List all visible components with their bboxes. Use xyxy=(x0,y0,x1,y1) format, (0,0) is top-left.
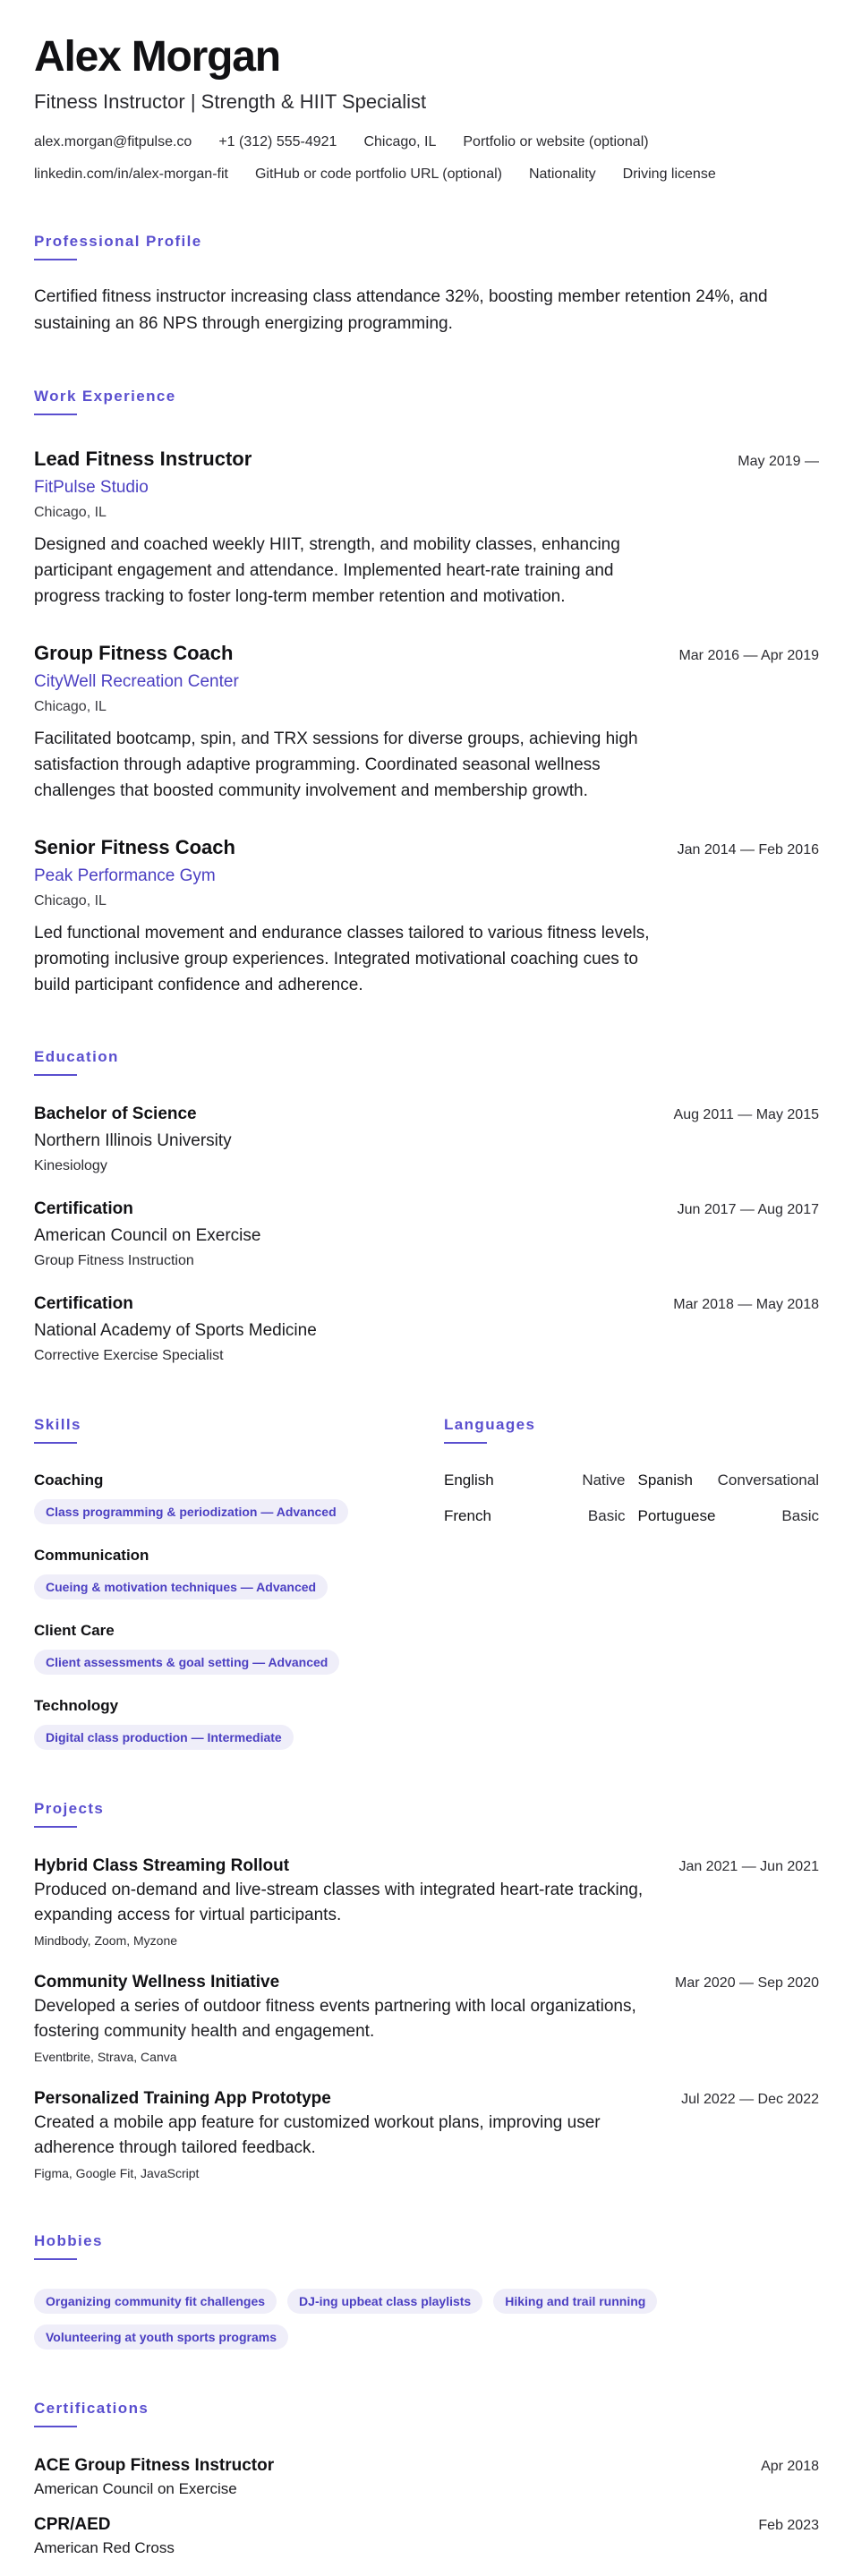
project-dates: Jul 2022 — Dec 2022 xyxy=(681,2092,819,2107)
contact-driving-license: Driving license xyxy=(622,166,716,182)
project-entry xyxy=(34,1971,819,2066)
language-level: Basic xyxy=(587,1507,626,1524)
section-heading: Work Experience xyxy=(34,388,176,405)
language-level: Basic xyxy=(781,1507,819,1524)
language-item xyxy=(638,1471,820,1490)
project-dates: Mar 2020 — Sep 2020 xyxy=(675,1975,819,1991)
job-company: CityWell Recreation Center xyxy=(34,672,239,691)
language-name: French xyxy=(444,1507,491,1524)
job-location: Chicago, IL xyxy=(34,505,107,520)
project-name: Community Wellness Initiative xyxy=(34,1973,280,1992)
education-field: Group Fitness Instruction xyxy=(34,1253,194,1268)
language-name: English xyxy=(444,1471,494,1488)
language-item xyxy=(444,1471,626,1490)
skill-group xyxy=(34,1696,444,1750)
job-description: Led functional movement and endurance classes tailored to various fitness levels, promoting inclusive group experiences. Integrated motivational coaching cues to build participant confidence and adherence. xyxy=(34,924,650,994)
contact-portfolio[interactable]: Portfolio or website (optional) xyxy=(463,134,649,149)
section-divider xyxy=(34,259,77,260)
job-title: Lead Fitness Instructor xyxy=(34,448,252,470)
experience-section xyxy=(34,388,819,998)
projects-section xyxy=(34,1800,819,2182)
section-heading: Projects xyxy=(34,1800,105,1817)
certification-date: Feb 2023 xyxy=(758,2518,819,2533)
certifications-section xyxy=(34,2400,819,2558)
hobby-chip: Organizing community fit challenges xyxy=(34,2289,277,2314)
hobby-chip: Volunteering at youth sports programs xyxy=(34,2324,288,2350)
language-item xyxy=(638,1506,820,1526)
section-heading: Hobbies xyxy=(34,2232,103,2249)
resume-header xyxy=(34,32,819,183)
education-school: Northern Illinois University xyxy=(34,1131,232,1150)
skill-group-name: Technology xyxy=(34,1697,119,1714)
project-description: Created a mobile app feature for customized workout plans, improving user adherence through tailored feedback. xyxy=(34,2113,601,2157)
certification-entry xyxy=(34,2513,819,2558)
skill-chip: Digital class production — Intermediate xyxy=(34,1725,294,1750)
job-entry xyxy=(34,834,819,998)
section-heading: Certifications xyxy=(34,2400,149,2417)
project-name: Personalized Training App Prototype xyxy=(34,2089,331,2108)
candidate-title: Fitness Instructor | Strength & HIIT Specialist xyxy=(34,90,427,113)
skill-group xyxy=(34,1471,444,1524)
project-description: Developed a series of outdoor fitness events partnering with local organizations, fostering community health and engagement. xyxy=(34,1997,636,2041)
education-entry xyxy=(34,1292,819,1366)
contact-list xyxy=(34,134,822,183)
section-divider xyxy=(34,2426,77,2427)
skills-section xyxy=(34,1416,444,1750)
section-heading: Professional Profile xyxy=(34,233,202,250)
education-entry xyxy=(34,1198,819,1271)
education-dates: Aug 2011 — May 2015 xyxy=(673,1107,819,1122)
certification-entry xyxy=(34,2454,819,2499)
project-tech: Figma, Google Fit, JavaScript xyxy=(34,2166,200,2180)
profile-summary: Certified fitness instructor increasing class attendance 32%, boosting member retention 24%, and sustaining an 86 NPS through energizing programming. xyxy=(34,287,768,333)
job-company: FitPulse Studio xyxy=(34,478,149,497)
education-field: Kinesiology xyxy=(34,1158,107,1173)
skill-group-name: Communication xyxy=(34,1547,149,1564)
hobbies-section xyxy=(34,2232,819,2350)
project-tech: Mindbody, Zoom, Myzone xyxy=(34,1933,178,1948)
contact-email[interactable]: alex.morgan@fitpulse.co xyxy=(34,134,192,149)
section-divider xyxy=(34,1826,77,1828)
section-heading: Languages xyxy=(444,1416,536,1433)
education-dates: Jun 2017 — Aug 2017 xyxy=(677,1202,819,1217)
job-company: Peak Performance Gym xyxy=(34,866,216,885)
education-degree: Certification xyxy=(34,1294,133,1313)
job-dates: May 2019 — xyxy=(738,454,819,469)
contact-linkedin[interactable]: linkedin.com/in/alex-morgan-fit xyxy=(34,166,228,182)
education-degree: Certification xyxy=(34,1199,133,1218)
language-level: Native xyxy=(582,1471,626,1488)
education-field: Corrective Exercise Specialist xyxy=(34,1348,224,1363)
skill-group-name: Client Care xyxy=(34,1622,115,1639)
job-description: Designed and coached weekly HIIT, strength, and mobility classes, enhancing participant engagement and attendance. Implemented heart-rate training and progress tracking to foster long-term member retention and motivation. xyxy=(34,535,620,606)
contact-nationality: Nationality xyxy=(528,166,596,182)
contact-github[interactable]: GitHub or code portfolio URL (optional) xyxy=(254,166,502,182)
job-title: Senior Fitness Coach xyxy=(34,836,235,858)
project-name: Hybrid Class Streaming Rollout xyxy=(34,1856,290,1875)
certification-issuer: American Council on Exercise xyxy=(34,2480,237,2497)
job-location: Chicago, IL xyxy=(34,893,107,908)
job-title: Group Fitness Coach xyxy=(34,642,234,664)
section-heading: Skills xyxy=(34,1416,81,1433)
project-dates: Jan 2021 — Jun 2021 xyxy=(678,1859,819,1874)
contact-location: Chicago, IL xyxy=(363,134,437,149)
language-name: Spanish xyxy=(637,1471,693,1488)
skill-chip: Class programming & periodization — Advanced xyxy=(34,1499,348,1524)
education-school: National Academy of Sports Medicine xyxy=(34,1321,317,1340)
skill-group xyxy=(34,1546,444,1599)
project-entry xyxy=(34,1855,819,1949)
skill-chip: Client assessments & goal setting — Advanced xyxy=(34,1650,339,1675)
contact-phone[interactable]: +1 (312) 555-4921 xyxy=(218,134,337,149)
candidate-name: Alex Morgan xyxy=(34,33,280,81)
skill-group xyxy=(34,1621,444,1675)
education-dates: Mar 2018 — May 2018 xyxy=(673,1297,819,1312)
skill-chip: Cueing & motivation techniques — Advanced xyxy=(34,1574,328,1599)
hobby-chip: Hiking and trail running xyxy=(493,2289,657,2314)
certification-issuer: American Red Cross xyxy=(34,2539,175,2556)
education-section xyxy=(34,1048,819,1366)
language-list xyxy=(444,1471,819,1526)
section-heading: Education xyxy=(34,1048,119,1065)
certification-name: CPR/AED xyxy=(34,2515,111,2534)
language-level: Conversational xyxy=(717,1471,819,1488)
job-dates: Mar 2016 — Apr 2019 xyxy=(678,648,819,663)
project-description: Produced on-demand and live-stream classes with integrated heart-rate tracking, expanding access for virtual participants. xyxy=(34,1881,644,1924)
job-description: Facilitated bootcamp, spin, and TRX sessions for diverse groups, achieving high satisfaction through adaptive programming. Coordinated seasonal wellness challenges that boosted community involvement and membership growth. xyxy=(34,729,638,800)
skills-languages-row xyxy=(34,1416,819,1750)
hobby-chip: DJ-ing upbeat class playlists xyxy=(287,2289,482,2314)
project-tech: Eventbrite, Strava, Canva xyxy=(34,2050,177,2064)
language-name: Portuguese xyxy=(637,1507,716,1524)
languages-section xyxy=(444,1416,819,1750)
project-entry xyxy=(34,2087,819,2182)
section-divider xyxy=(34,1074,77,1076)
section-divider xyxy=(34,2258,77,2260)
education-school: American Council on Exercise xyxy=(34,1226,261,1245)
education-entry xyxy=(34,1103,819,1176)
language-item xyxy=(444,1506,626,1526)
hobby-list xyxy=(34,2278,714,2350)
certification-date: Apr 2018 xyxy=(761,2459,819,2474)
certification-name: ACE Group Fitness Instructor xyxy=(34,2456,275,2475)
job-dates: Jan 2014 — Feb 2016 xyxy=(677,842,819,857)
job-entry xyxy=(34,640,819,804)
skill-group-name: Coaching xyxy=(34,1471,104,1488)
profile-section xyxy=(34,233,819,337)
section-divider xyxy=(34,414,77,415)
education-degree: Bachelor of Science xyxy=(34,1105,197,1123)
section-divider xyxy=(444,1442,487,1444)
job-entry xyxy=(34,446,819,610)
section-divider xyxy=(34,1442,77,1444)
job-location: Chicago, IL xyxy=(34,699,107,714)
